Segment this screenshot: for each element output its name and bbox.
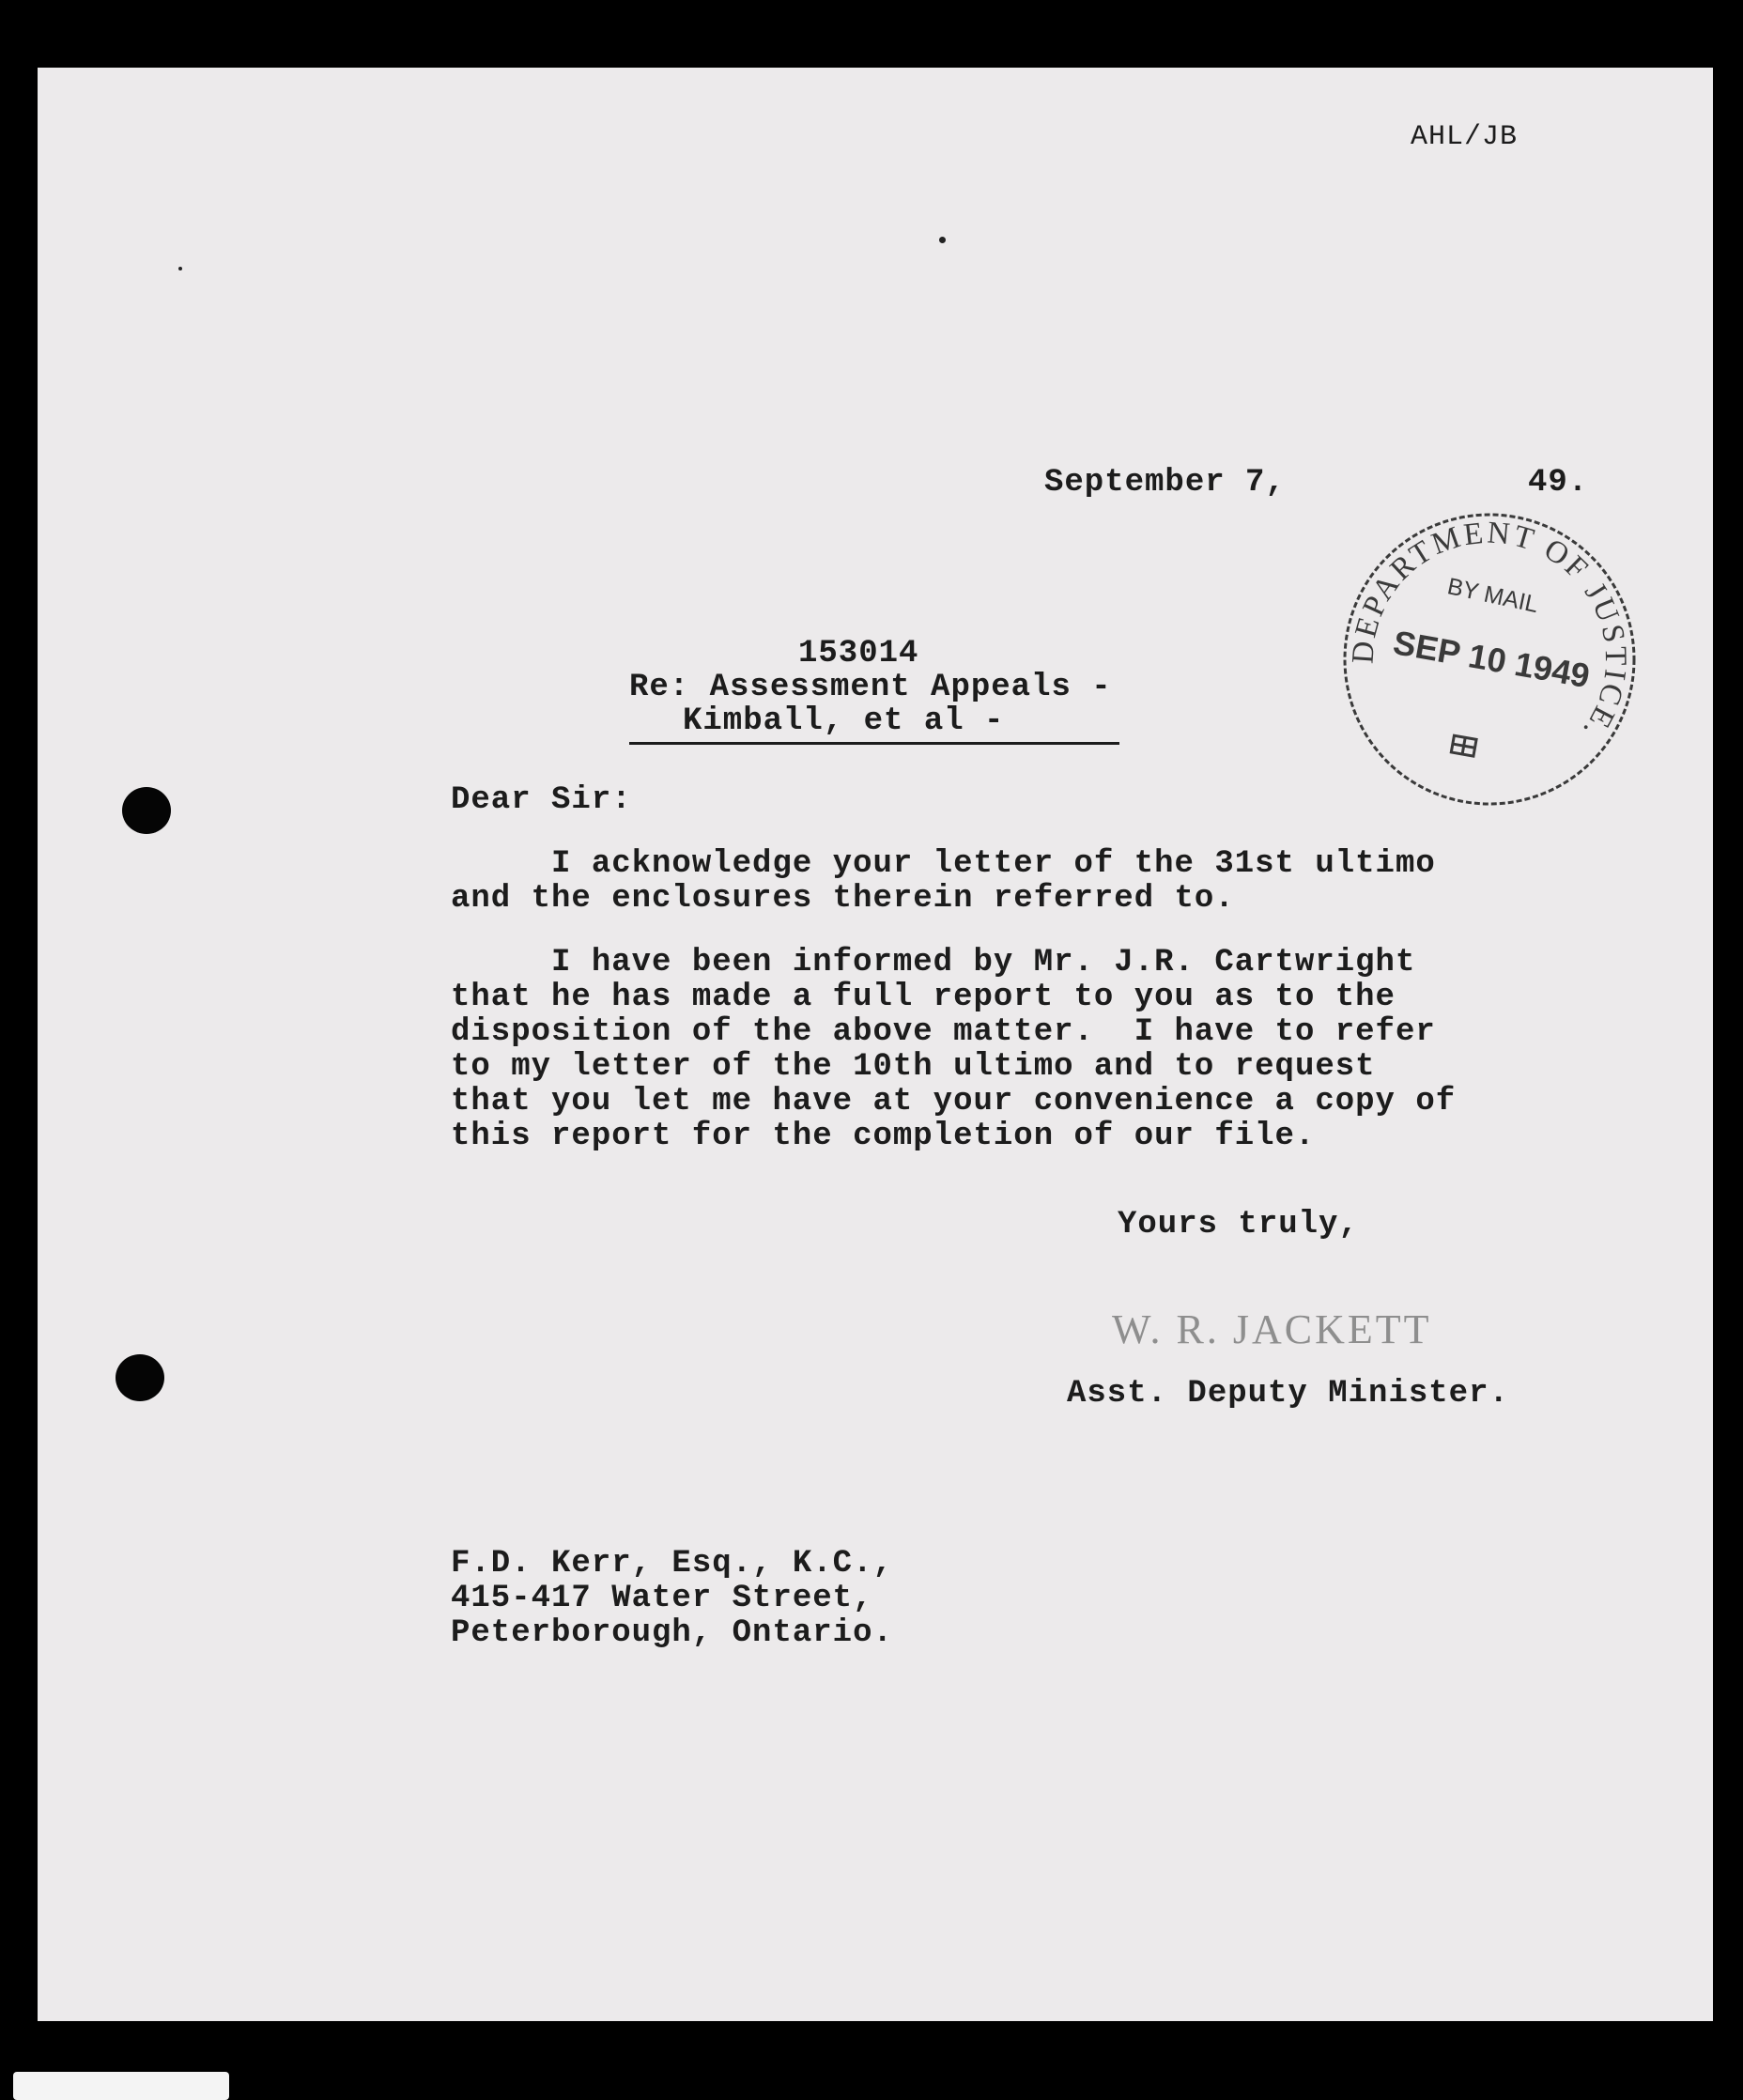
subject-line-1: Re: Assessment Appeals - [629, 670, 1112, 705]
stamp-crest-icon [1451, 735, 1476, 756]
paper-speck [939, 237, 946, 243]
stamp-date: SEP 10 1949 [1390, 623, 1593, 696]
department-stamp [1339, 509, 1640, 810]
addressee-block: F.D. Kerr, Esq., K.C., 415-417 Water Street, Peterborough, Ontario. [451, 1546, 893, 1651]
letter-year: 49. [1528, 465, 1589, 501]
letter-page [38, 68, 1713, 2021]
file-number: 153014 [798, 636, 919, 672]
reference-initials: AHL/JB [1411, 121, 1519, 153]
stamp-ring-text: DEPARTMENT OF JUSTICE. [1346, 516, 1633, 748]
body-paragraph-2: I have been informed by Mr. J.R. Cartwright that he has made a full report to you as to the disposition of the above matter. I have to refer to my letter of the 10th ultimo and to request that you let me have at your convenience a copy of this report for the completion of our file. [451, 945, 1457, 1154]
punch-hole [122, 787, 171, 834]
signer-title: Asst. Deputy Minister. [1067, 1376, 1509, 1412]
punch-hole [116, 1354, 164, 1401]
subject-line-2: Kimball, et al - [683, 703, 1005, 739]
body-paragraph-1: I acknowledge your letter of the 31st ultimo and the enclosures therein referred to. [451, 846, 1436, 917]
subject-underline [629, 742, 1119, 745]
closing: Yours truly, [1118, 1207, 1359, 1243]
signature-stamp: W. R. JACKETT [1112, 1306, 1432, 1352]
letter-date: September 7, [1044, 465, 1286, 501]
stamp-by-mail: BY MAIL [1444, 573, 1541, 619]
film-edge-label [13, 2072, 229, 2100]
salutation: Dear Sir: [451, 782, 632, 818]
paper-speck [178, 267, 182, 270]
